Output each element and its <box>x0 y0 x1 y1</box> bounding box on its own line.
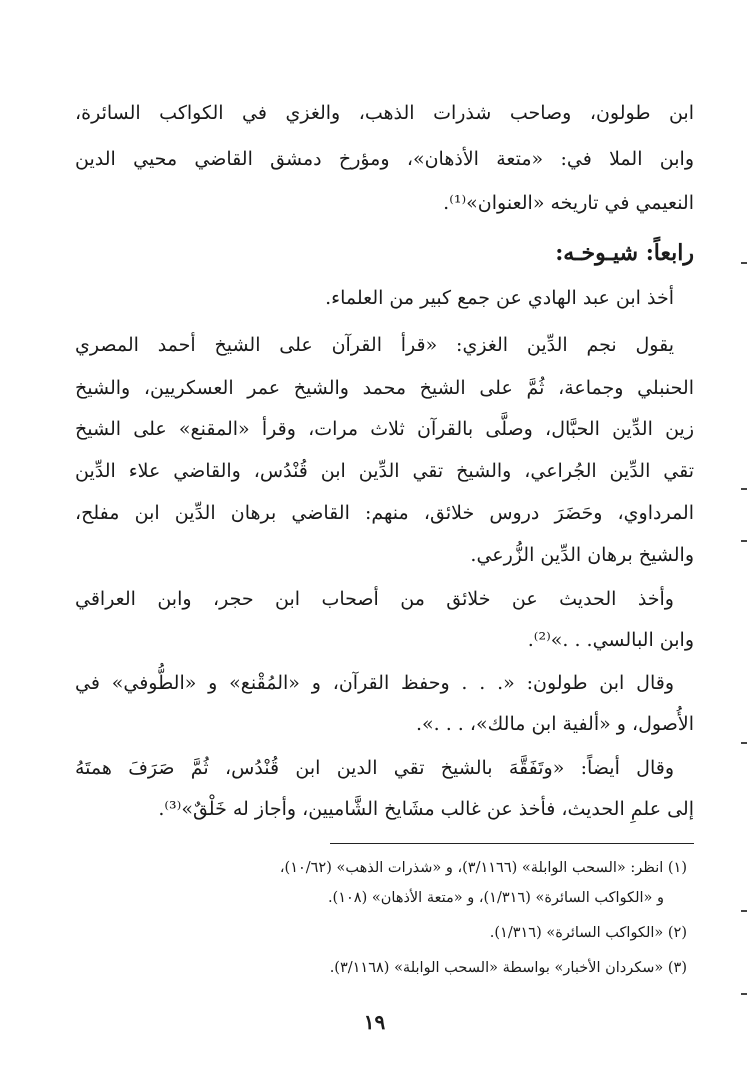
paragraph-line: الأُصول، و «ألفية ابن مالك»، . . .». <box>415 713 694 735</box>
paragraph-line: وابن البالسي. . .»⁽²⁾. <box>527 629 694 651</box>
footnote: و «الكواكب السائرة» (١/٣١٦)، و «متعة الأذهان» (١٠٨). <box>327 890 664 906</box>
section-heading: رابعاً: شيـوخـه: <box>555 240 694 266</box>
scan-edge-mark <box>741 488 747 490</box>
intro-line: أخذ ابن عبد الهادي عن جمع كبير من العلماء. <box>325 287 674 309</box>
footnote: (١) انظر: «السحب الوابلة» (٣/١١٦٦)، و «شذرات الذهب» (١٠/٦٢)، <box>279 860 687 876</box>
footnote-separator <box>330 843 694 844</box>
paragraph-line: وقال ابن طولون: «. . . وحفظ القرآن، و «المُقْنع» و «الطُّوفي» في <box>75 672 674 694</box>
page-number: ١٩ <box>363 1010 386 1034</box>
scan-edge-mark <box>741 742 747 744</box>
scan-edge-mark <box>741 910 747 912</box>
paragraph-line: المرداوي، وحَضَرَ دروس خلائق، منهم: القاضي برهان الدِّين ابن مفلح، <box>75 502 694 524</box>
text-line: ابن طولون، وصاحب شذرات الذهب، والغزي في الكواكب السائرة، <box>75 102 694 124</box>
paragraph-line: يقول نجم الدِّين الغزي: «قرأ القرآن على الشيخ أحمد المصري <box>75 334 674 356</box>
scan-edge-mark <box>741 262 747 264</box>
paragraph-line: زين الدِّين الحبَّال، وصلَّى بالقرآن ثلاث مرات، وقرأ «المقنع» على الشيخ <box>75 418 694 440</box>
paragraph-line: وأخذ الحديث عن خلائق من أصحاب ابن حجر، وابن العراقي <box>75 588 674 610</box>
text-line: النعيمي في تاريخه «العنوان»⁽¹⁾. <box>443 192 694 214</box>
scan-edge-mark <box>741 540 747 542</box>
paragraph-line: والشيخ برهان الدِّين الزُّرعي. <box>470 544 694 566</box>
paragraph-line: وقال أيضاً: «وتَفَقَّهَ بالشيخ تقي الدين ابن قُنْدُس، ثُمَّ صَرَفَ همتَهُ <box>75 757 674 779</box>
paragraph-line: الحنبلي وجماعة، ثُمَّ على الشيخ محمد والشيخ عمر العسكريين، والشيخ <box>75 377 694 399</box>
scan-edge-mark <box>741 993 747 995</box>
paragraph-line: إلى علمِ الحديث، فأخذ عن غالب مشَايخ الشَّاميين، وأجاز له خَلْقٌ»⁽³⁾. <box>158 798 694 820</box>
text-line: وابن الملا في: «متعة الأذهان»، ومؤرخ دمشق القاضي محيي الدين <box>75 148 694 170</box>
footnote: (٢) «الكواكب السائرة» (١/٣١٦). <box>489 925 687 941</box>
paragraph-line: تقي الدِّين الجُراعي، والشيخ تقي الدِّين ابن قُنْدُس، والقاضي علاء الدِّين <box>75 460 694 482</box>
footnote: (٣) «سكردان الأخبار» بواسطة «السحب الوابلة» (٣/١١٦٨). <box>329 960 687 976</box>
